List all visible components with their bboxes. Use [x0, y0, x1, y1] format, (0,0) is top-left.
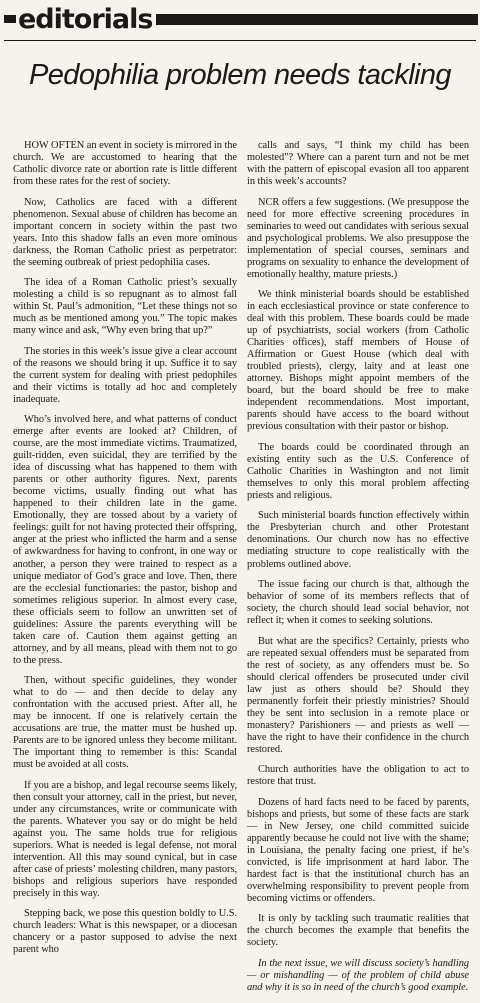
masthead-rule: [156, 14, 478, 25]
section-title: editorials: [18, 3, 153, 35]
paragraph: Now, Catholics are faced with a different phenomenon. Sexual abuse of children has become an important concern in society within the past two years. Into this shadow falls an even more ominous darkness, the Roman Catholic priest as perpetrator: the seeming outbreak of priest pedophilia cases.: [13, 196, 237, 268]
paragraph: The idea of a Roman Catholic priest’s sexually molesting a child is so repugnant as to almost fall within St. Paul’s admonition, “Let these things not so much as be mentioned among you.” The topic makes many wince and ask, “Why even bring that up?”: [13, 277, 237, 337]
paragraph: If you are a bishop, and legal recourse seems likely, then consult your attorney, call in the priest, but never, under any circumstances, write or communicate with the parents. Whatever you say or do might be held against you. The same holds true for religious superiors. What is needed is legal defense, not moral intervention. All this may sound cynical, but in case after case of priests’ molesting children, many pastors, bishops and religious superiors have responded precisely in this way.: [13, 779, 237, 899]
paragraph: HOW OFTEN an event in society is mirrored in the church. We are accustomed to hearing that the Catholic divorce rate or abortion rate is little different from these rates for the rest of society.: [13, 140, 237, 188]
paragraph: calls and says, “I think my child has been molested”? Where can a parent turn and not be met with the pattern of episcopal evasion all too apparent in this week’s accounts?: [247, 140, 469, 188]
paragraph: Then, without specific guidelines, they wonder what to do — and then decide to delay any confrontation with the accused priest. After all, he may be innocent. If one is relatively certain the accusations are true, the matter must be hushed up. Parents are to be ignored unless they become militant. The important thing to remember is this: Scandal must be avoided at all costs.: [13, 675, 237, 771]
paragraph: But what are the specifics? Certainly, priests who are repeated sexual offenders must be separated from the rest of society, as any offenders must be. So should clerical offenders be prosecuted under civil law just as others should be? Should they permanently forfeit their priestly ministries? Should they be sent into seclusion in a remote place or monastery? Parishioners — and priests as well — have the right to have their confidence in the church restored.: [247, 635, 469, 755]
paragraph: The issue facing our church is that, although the behavior of some of its members reflects that of society, the church should lead social behavior, not reflect it; when it comes to seeking solutions.: [247, 579, 469, 627]
paragraph: It is only by tackling such traumatic realities that the church becomes the example that benefits the society.: [247, 913, 469, 949]
right-column: [247, 140, 469, 1003]
headline: Pedophilia problem needs tackling: [29, 59, 451, 91]
paragraph: Stepping back, we pose this question boldly to U.S. church leaders: What is this newspaper, or a diocesan chancery or a pastor supposed to advise the next parent who: [13, 908, 237, 956]
paragraph: Such ministerial boards function effectively within the Presbyterian church and other Protestant denominations. Our church now has no effective mediating structure to cope realistically with the problems outlined above.: [247, 510, 469, 570]
paragraph: The boards could be coordinated through an existing entity such as the U.S. Conference of Catholic Charities in Washington and not limit themselves to only this moral problem affecting priests and religious.: [247, 441, 469, 501]
paragraph: We think ministerial boards should be established in each ecclesiastical province or state conference to deal with this problem. These boards could be made up of psychiatrists, social workers (from Catholic Charities offices), staff members of House of Affirmation or Guest House (which deal with troubled priests), clergy, laity and at least one attorney. Bishops might appoint members of the board, but the board should be free to make independent recommendations. Most important, parents should have access to the board without previous consultation with their pastor or bishop.: [247, 289, 469, 433]
paragraph: Dozens of hard facts need to be faced by parents, bishops and priests, but some of these facts are stark — in New Jersey, one child committed suicide apparently because he could not live with the shame; in Louisiana, the penalty facing one priest, if he’s convicted, is life imprisonment at hard labor. The hardest fact is that the institutional church has an overwhelming responsibility to prevent people from becoming victims or offenders.: [247, 796, 469, 904]
left-column: [13, 140, 237, 965]
paragraph: Church authorities have the obligation to act to restore that trust.: [247, 764, 469, 788]
masthead-underline: [4, 40, 476, 41]
paragraph: The stories in this week’s issue give a clear account of the reasons we should bring it up. Suffice it to say the current system for dealing with priest pedophiles and their victims is totally ad hoc and completely inadequate.: [13, 345, 237, 405]
masthead: [4, 0, 478, 38]
masthead-lead-bar: [4, 15, 16, 23]
paragraph: NCR offers a few suggestions. (We presuppose the need for more effective screening procedures in seminaries to weed out candidates with serious sexual and psychological problems. We also presuppose the implementation of special courses, seminars and programs on sexuality to enhance the development of emotionally healthy, mature priests.): [247, 196, 469, 280]
paragraph: Who’s involved here, and what patterns of conduct emerge after events are looked at? Children, of course, are the most immediate victims. Traumatized, guilt-ridden, even suicidal, they are terrified by the idea of discussing what has happened to them with parents or other authority figures. Next, parents become victims, usually finding out what has happened to their children late in the game. Emotionally, they are tossed about by a variety of feelings: guilt for not having protected their offspring, anger at the priest who inflicted the harm and a sense of awkwardness for having to confront, in one way or another, a person they were trained to respect as a unique mediator of God’s grace and love. Then, there are the ecclesial functionaries: the pastor, bishop and sometimes religious superior. In almost every case, these officials seem to follow an unwritten set of guidelines: Assure the parents everything will be taken care of. Caution them against getting an attorney, and by all means, plead with them not to go to the press.: [13, 414, 237, 666]
closing-note: In the next issue, we will discuss society’s handling — or mishandling — of the problem of child abuse and why it is so in need of the church’s good example.: [247, 957, 469, 993]
